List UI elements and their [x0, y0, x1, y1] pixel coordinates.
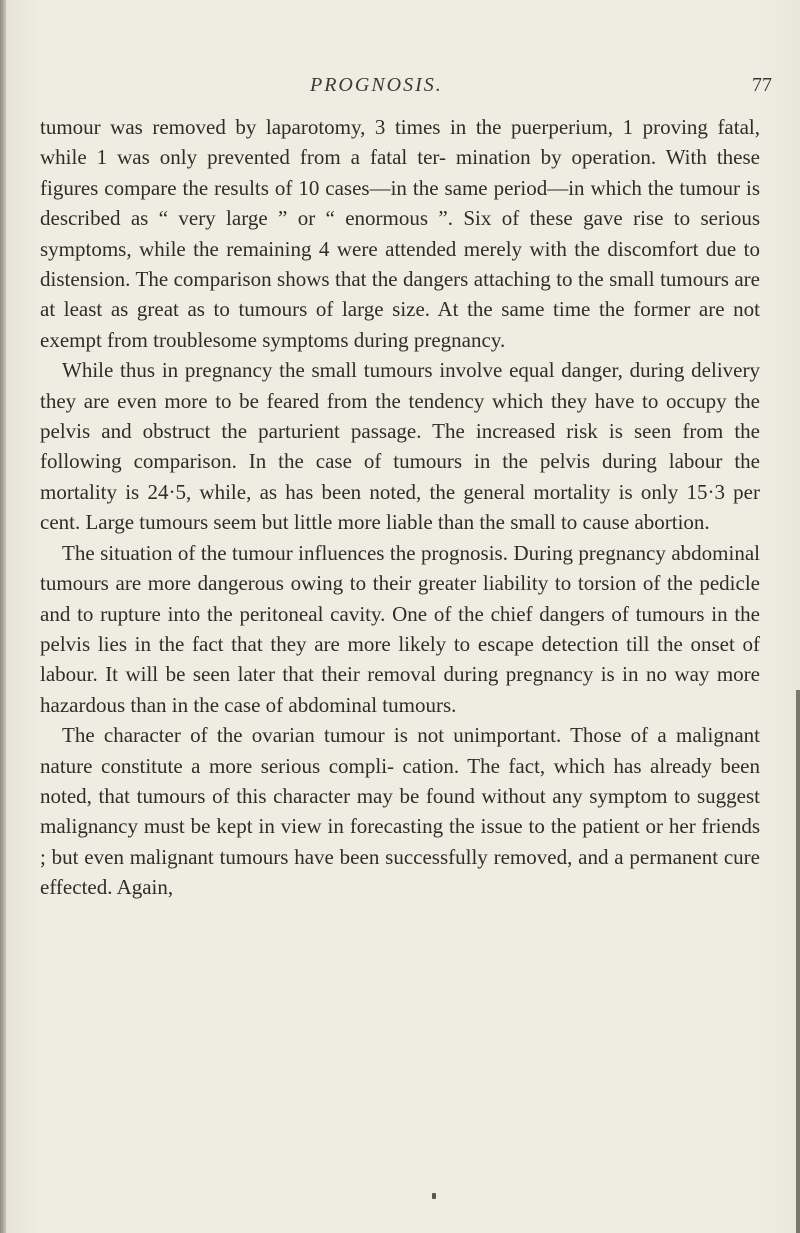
paragraph-3: The situation of the tumour influences the prognosis. During pregnancy abdominal tumours are more dangerous owing to their greater liability to torsion of the pedicle and to rupture into the peritoneal cavity. One of the chief dangers of tumours in the pelvis lies in the fact that they are more likely to escape detection till the onset of labour. It will be seen later that their removal during pregnancy is in no way more hazardous than in the case of abdominal tumours.: [40, 540, 760, 717]
paragraph-1: tumour was removed by laparotomy, 3 times in the puerperium, 1 proving fatal, while 1 was only prevented from a fatal ter- mination by operation. With these figures compare the results of 10 cases—in the same period—in which the tumour is described as “ very large ” or “ enormous ”. Six of these gave rise to serious symptoms, while the remaining 4 were attended merely with the discomfort due to distension. The comparison shows that the dangers attaching to the small tumours are at least as great as to tumours of large size. At the same time the former are not exempt from troublesome symptoms during pregnancy.: [40, 115, 760, 352]
body-text: [40, 112, 760, 903]
paragraph-4: The character of the ovarian tumour is not unimportant. Those of a malignant nature constitute a more serious compli- cation. The fact, which has already been noted, that tumours of this character may be found without any symptom to suggest malignancy must be kept in view in forecasting the issue to the patient or her friends ; but even malignant tumours have been successfully removed, and a permanent cure effected. Again,: [40, 723, 760, 900]
page-number: 77: [752, 74, 772, 96]
printer-mark: [432, 1193, 436, 1199]
page-edge-shadow: [796, 690, 800, 1233]
page-header: [0, 74, 800, 104]
paragraph-2: While thus in pregnancy the small tumours involve equal danger, during delivery they are even more to be feared from the tendency which they have to occupy the pelvis and obstruct the parturient passage. The increased risk is seen from the following comparison. In the case of tumours in the pelvis during labour the mortality is 24·5, while, as has been noted, the general mortality is only 15·3 per cent. Large tumours seem but little more liable than the small to cause abortion.: [40, 358, 760, 535]
running-title: PROGNOSIS.: [310, 74, 443, 96]
binding-edge: [0, 0, 6, 1233]
